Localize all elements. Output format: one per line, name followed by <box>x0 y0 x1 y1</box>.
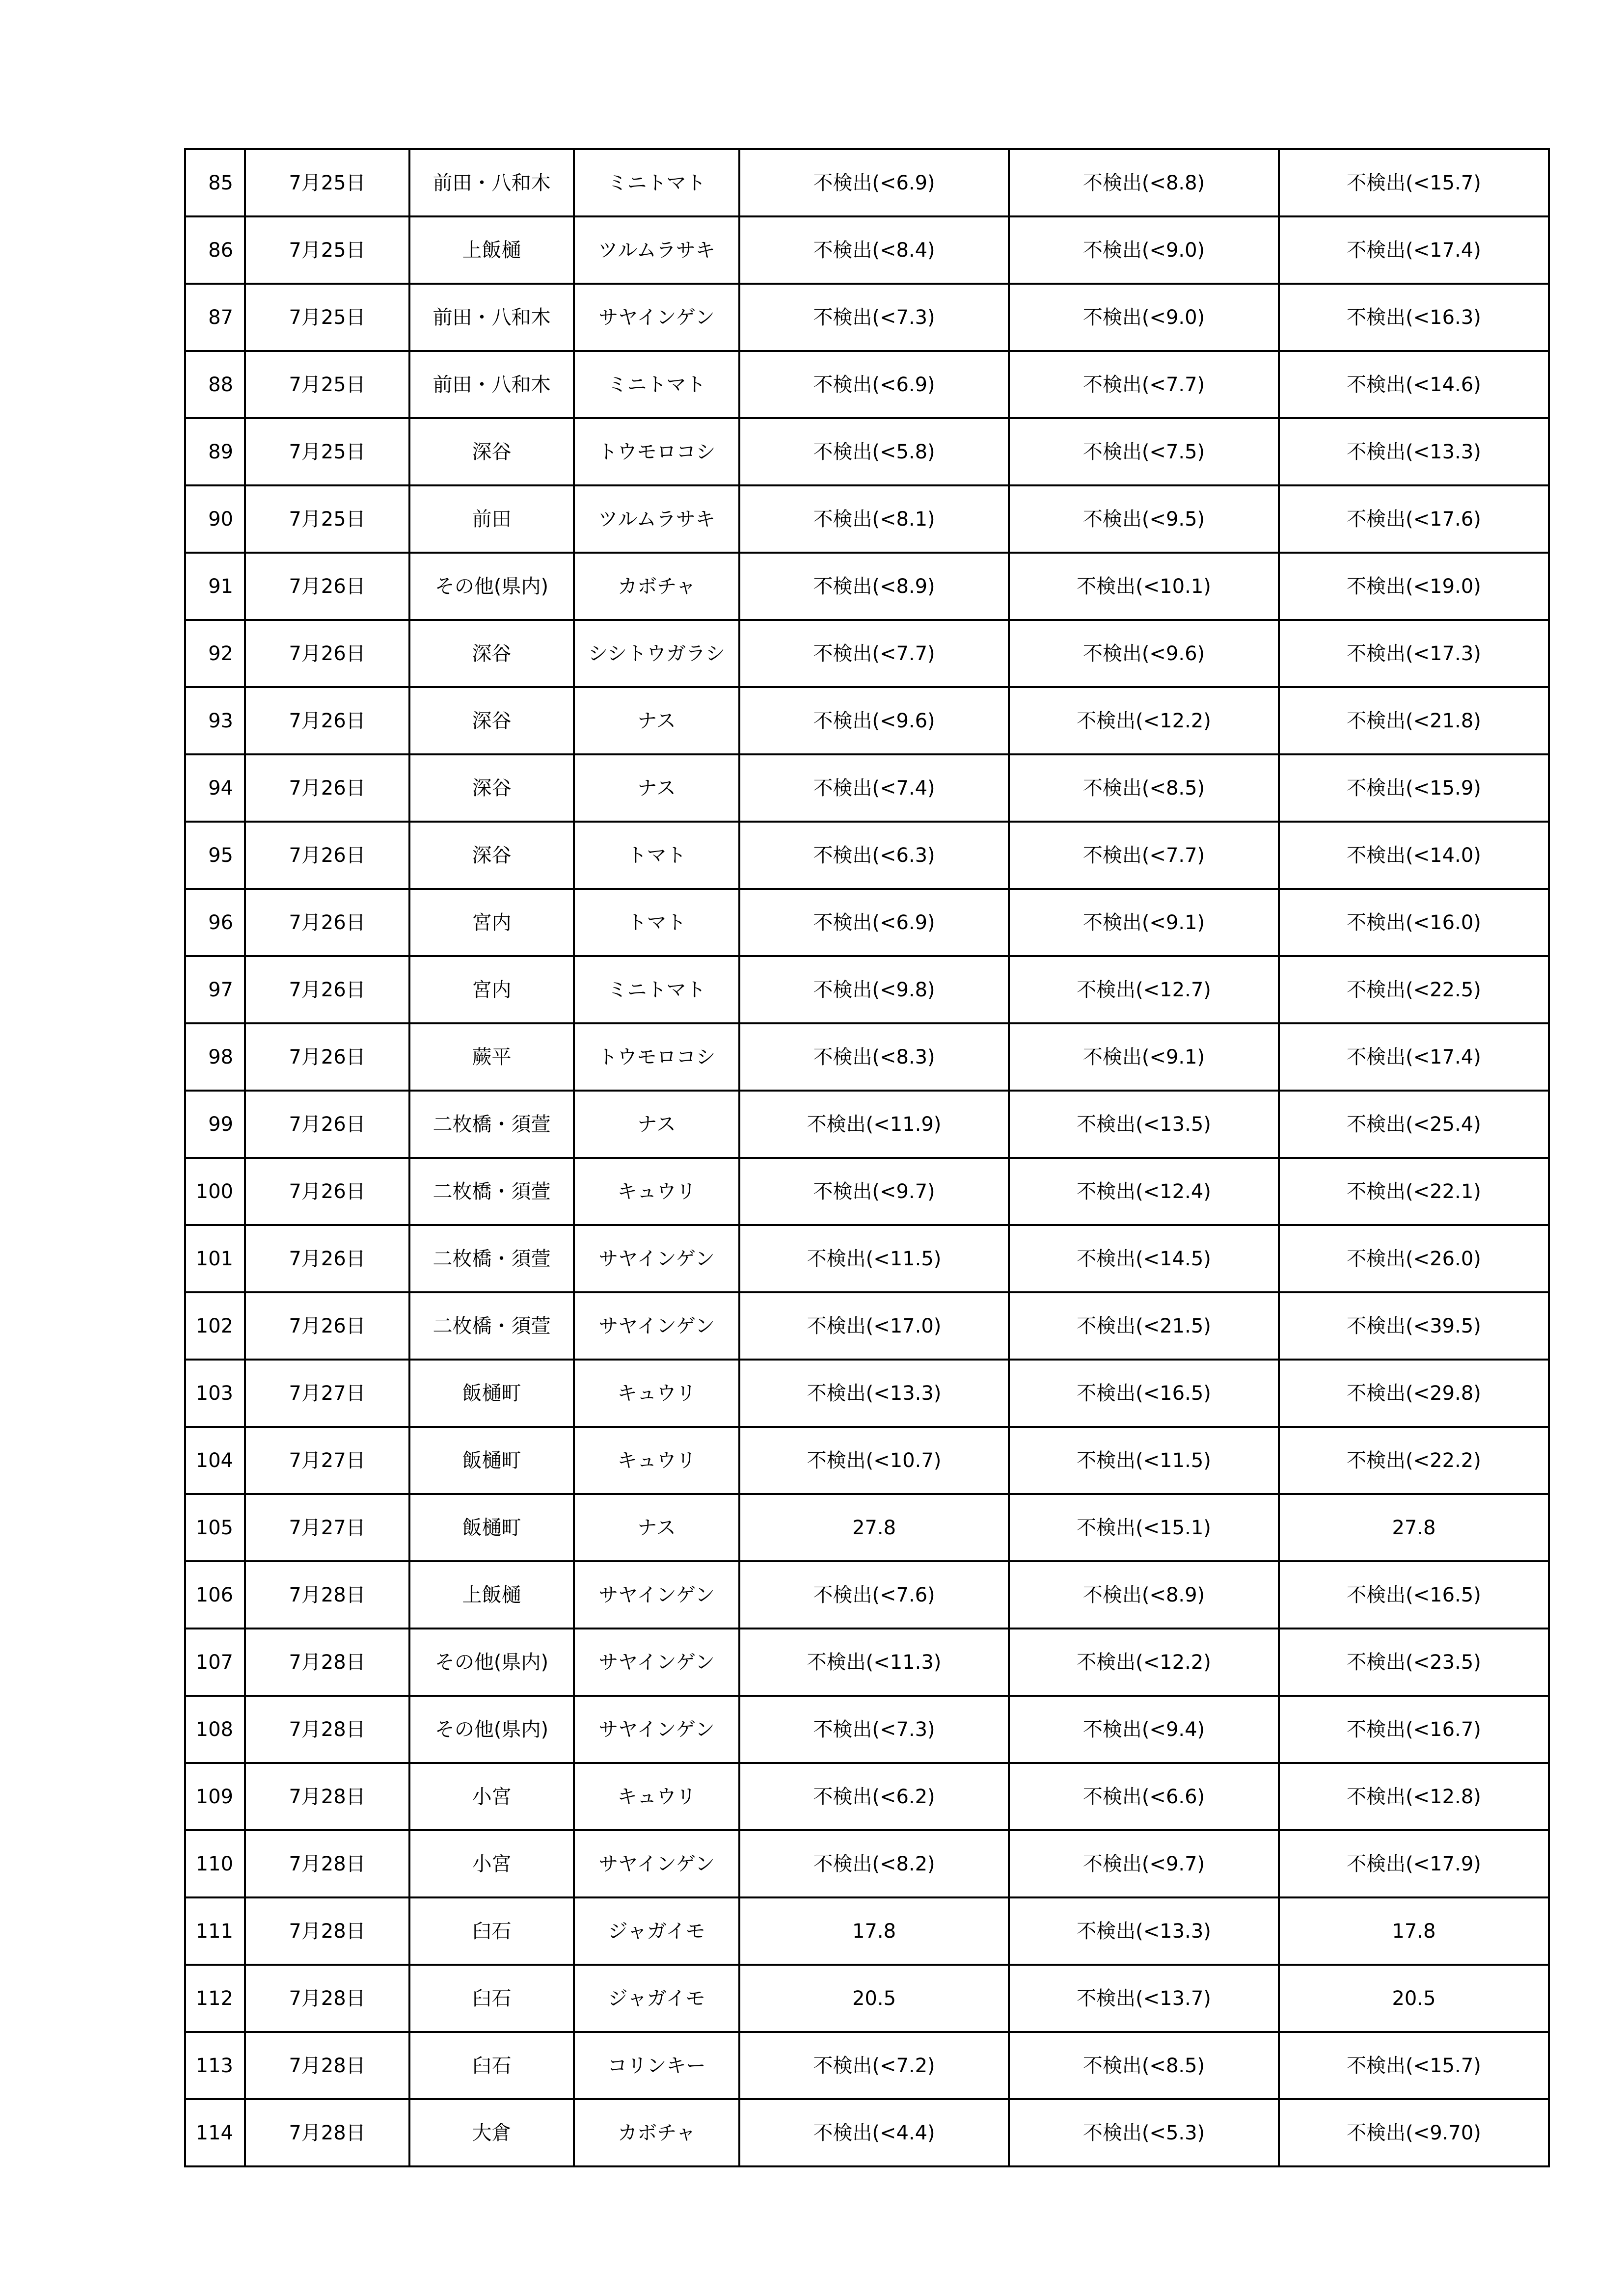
results-table-body <box>185 149 1549 2166</box>
cell-value-2: 不検出(<9.0) <box>1009 284 1279 351</box>
cell-item: ジャガイモ <box>574 1965 739 2032</box>
cell-area: 深谷 <box>409 754 574 822</box>
cell-value-3: 17.8 <box>1279 1897 1549 1965</box>
cell-value-2: 不検出(<13.3) <box>1009 1897 1279 1965</box>
cell-date: 7月25日 <box>245 284 409 351</box>
cell-sample-number: 109 <box>185 1763 245 1830</box>
table-row <box>185 485 1549 553</box>
cell-item: ジャガイモ <box>574 1897 739 1965</box>
cell-value-1: 不検出(<11.9) <box>739 1091 1009 1158</box>
cell-date: 7月28日 <box>245 1696 409 1763</box>
cell-value-1: 不検出(<8.3) <box>739 1023 1009 1091</box>
cell-value-2: 不検出(<9.0) <box>1009 216 1279 284</box>
cell-value-2: 不検出(<8.9) <box>1009 1561 1279 1629</box>
table-row <box>185 822 1549 889</box>
cell-date: 7月27日 <box>245 1427 409 1494</box>
cell-date: 7月28日 <box>245 1629 409 1696</box>
cell-sample-number: 108 <box>185 1696 245 1763</box>
cell-item: サヤインゲン <box>574 1561 739 1629</box>
cell-value-1: 不検出(<10.7) <box>739 1427 1009 1494</box>
cell-date: 7月26日 <box>245 553 409 620</box>
cell-item: ツルムラサキ <box>574 216 739 284</box>
cell-sample-number: 89 <box>185 418 245 485</box>
cell-date: 7月27日 <box>245 1494 409 1561</box>
cell-value-1: 不検出(<6.3) <box>739 822 1009 889</box>
cell-date: 7月26日 <box>245 1225 409 1292</box>
table-row <box>185 1292 1549 1360</box>
cell-sample-number: 94 <box>185 754 245 822</box>
cell-value-1: 不検出(<8.4) <box>739 216 1009 284</box>
table-row <box>185 1360 1549 1427</box>
cell-value-3: 不検出(<13.3) <box>1279 418 1549 485</box>
cell-date: 7月26日 <box>245 687 409 754</box>
cell-sample-number: 102 <box>185 1292 245 1360</box>
table-row <box>185 1830 1549 1897</box>
cell-item: カボチャ <box>574 2099 739 2166</box>
cell-area: 臼石 <box>409 1965 574 2032</box>
cell-value-2: 不検出(<9.1) <box>1009 1023 1279 1091</box>
results-table <box>184 148 1550 2167</box>
cell-value-2: 不検出(<8.5) <box>1009 754 1279 822</box>
table-row <box>185 1561 1549 1629</box>
cell-sample-number: 104 <box>185 1427 245 1494</box>
cell-item: キュウリ <box>574 1360 739 1427</box>
cell-date: 7月26日 <box>245 620 409 687</box>
cell-item: カボチャ <box>574 553 739 620</box>
table-row <box>185 1696 1549 1763</box>
cell-value-3: 不検出(<26.0) <box>1279 1225 1549 1292</box>
cell-value-2: 不検出(<12.7) <box>1009 956 1279 1023</box>
cell-value-3: 不検出(<16.7) <box>1279 1696 1549 1763</box>
cell-value-1: 不検出(<7.7) <box>739 620 1009 687</box>
cell-item: キュウリ <box>574 1763 739 1830</box>
cell-value-3: 不検出(<15.7) <box>1279 2032 1549 2099</box>
cell-value-3: 不検出(<39.5) <box>1279 1292 1549 1360</box>
table-row <box>185 1965 1549 2032</box>
cell-item: サヤインゲン <box>574 1292 739 1360</box>
cell-value-3: 不検出(<16.5) <box>1279 1561 1549 1629</box>
cell-date: 7月28日 <box>245 2032 409 2099</box>
cell-value-1: 不検出(<9.7) <box>739 1158 1009 1225</box>
cell-value-1: 不検出(<7.3) <box>739 284 1009 351</box>
cell-item: サヤインゲン <box>574 284 739 351</box>
cell-value-3: 不検出(<9.70) <box>1279 2099 1549 2166</box>
cell-value-1: 27.8 <box>739 1494 1009 1561</box>
cell-date: 7月25日 <box>245 418 409 485</box>
cell-date: 7月26日 <box>245 1292 409 1360</box>
cell-date: 7月25日 <box>245 149 409 216</box>
cell-item: トウモロコシ <box>574 418 739 485</box>
cell-value-3: 不検出(<17.6) <box>1279 485 1549 553</box>
cell-item: サヤインゲン <box>574 1696 739 1763</box>
cell-date: 7月28日 <box>245 2099 409 2166</box>
cell-item: トマト <box>574 822 739 889</box>
table-row <box>185 889 1549 956</box>
cell-date: 7月26日 <box>245 754 409 822</box>
cell-date: 7月25日 <box>245 351 409 418</box>
cell-sample-number: 110 <box>185 1830 245 1897</box>
cell-area: 上飯樋 <box>409 216 574 284</box>
cell-sample-number: 101 <box>185 1225 245 1292</box>
cell-value-2: 不検出(<7.7) <box>1009 822 1279 889</box>
cell-sample-number: 92 <box>185 620 245 687</box>
cell-value-3: 不検出(<15.9) <box>1279 754 1549 822</box>
cell-value-3: 不検出(<23.5) <box>1279 1629 1549 1696</box>
table-row <box>185 1225 1549 1292</box>
cell-item: ナス <box>574 1494 739 1561</box>
cell-area: 前田・八和木 <box>409 284 574 351</box>
cell-area: 小宮 <box>409 1763 574 1830</box>
cell-date: 7月26日 <box>245 1158 409 1225</box>
cell-value-3: 不検出(<21.8) <box>1279 687 1549 754</box>
table-row <box>185 2032 1549 2099</box>
cell-item: キュウリ <box>574 1158 739 1225</box>
table-row <box>185 1091 1549 1158</box>
cell-value-3: 不検出(<16.3) <box>1279 284 1549 351</box>
cell-area: 前田・八和木 <box>409 351 574 418</box>
cell-value-2: 不検出(<9.1) <box>1009 889 1279 956</box>
cell-value-3: 不検出(<22.1) <box>1279 1158 1549 1225</box>
table-row <box>185 149 1549 216</box>
table-row <box>185 956 1549 1023</box>
cell-value-1: 不検出(<5.8) <box>739 418 1009 485</box>
cell-value-1: 不検出(<11.5) <box>739 1225 1009 1292</box>
cell-area: 深谷 <box>409 418 574 485</box>
cell-value-3: 不検出(<17.3) <box>1279 620 1549 687</box>
cell-date: 7月28日 <box>245 1830 409 1897</box>
cell-item: ミニトマト <box>574 149 739 216</box>
cell-value-2: 不検出(<8.5) <box>1009 2032 1279 2099</box>
cell-area: 飯樋町 <box>409 1494 574 1561</box>
cell-item: コリンキー <box>574 2032 739 2099</box>
cell-sample-number: 100 <box>185 1158 245 1225</box>
cell-sample-number: 107 <box>185 1629 245 1696</box>
cell-value-2: 不検出(<12.2) <box>1009 687 1279 754</box>
table-row <box>185 1629 1549 1696</box>
cell-value-2: 不検出(<5.3) <box>1009 2099 1279 2166</box>
table-row <box>185 1427 1549 1494</box>
cell-value-2: 不検出(<14.5) <box>1009 1225 1279 1292</box>
table-row <box>185 620 1549 687</box>
cell-item: ナス <box>574 687 739 754</box>
table-row <box>185 1158 1549 1225</box>
cell-area: 二枚橋・須萱 <box>409 1158 574 1225</box>
cell-value-3: 不検出(<17.4) <box>1279 1023 1549 1091</box>
cell-sample-number: 87 <box>185 284 245 351</box>
table-row <box>185 1023 1549 1091</box>
cell-area: 蕨平 <box>409 1023 574 1091</box>
cell-sample-number: 106 <box>185 1561 245 1629</box>
cell-value-2: 不検出(<6.6) <box>1009 1763 1279 1830</box>
cell-sample-number: 88 <box>185 351 245 418</box>
cell-area: 飯樋町 <box>409 1427 574 1494</box>
cell-date: 7月25日 <box>245 216 409 284</box>
cell-area: 大倉 <box>409 2099 574 2166</box>
cell-value-2: 不検出(<12.4) <box>1009 1158 1279 1225</box>
table-row <box>185 553 1549 620</box>
cell-area: 二枚橋・須萱 <box>409 1292 574 1360</box>
cell-date: 7月25日 <box>245 485 409 553</box>
cell-sample-number: 90 <box>185 485 245 553</box>
cell-value-2: 不検出(<7.5) <box>1009 418 1279 485</box>
cell-date: 7月26日 <box>245 956 409 1023</box>
cell-item: ナス <box>574 1091 739 1158</box>
cell-sample-number: 86 <box>185 216 245 284</box>
cell-date: 7月28日 <box>245 1763 409 1830</box>
cell-value-1: 不検出(<17.0) <box>739 1292 1009 1360</box>
cell-sample-number: 98 <box>185 1023 245 1091</box>
cell-value-1: 不検出(<7.3) <box>739 1696 1009 1763</box>
cell-value-1: 不検出(<8.9) <box>739 553 1009 620</box>
cell-area: 飯樋町 <box>409 1360 574 1427</box>
cell-area: その他(県内) <box>409 1629 574 1696</box>
cell-area: 上飯樋 <box>409 1561 574 1629</box>
cell-area: 前田 <box>409 485 574 553</box>
table-row <box>185 2099 1549 2166</box>
cell-value-2: 不検出(<12.2) <box>1009 1629 1279 1696</box>
cell-date: 7月26日 <box>245 1091 409 1158</box>
cell-value-3: 20.5 <box>1279 1965 1549 2032</box>
cell-sample-number: 95 <box>185 822 245 889</box>
table-row <box>185 418 1549 485</box>
cell-area: 小宮 <box>409 1830 574 1897</box>
cell-value-2: 不検出(<16.5) <box>1009 1360 1279 1427</box>
table-row <box>185 216 1549 284</box>
cell-sample-number: 114 <box>185 2099 245 2166</box>
cell-value-3: 不検出(<19.0) <box>1279 553 1549 620</box>
cell-value-1: 不検出(<9.8) <box>739 956 1009 1023</box>
cell-value-2: 不検出(<9.4) <box>1009 1696 1279 1763</box>
cell-area: その他(県内) <box>409 553 574 620</box>
cell-item: ミニトマト <box>574 351 739 418</box>
cell-value-1: 不検出(<6.9) <box>739 351 1009 418</box>
cell-value-3: 不検出(<22.2) <box>1279 1427 1549 1494</box>
cell-value-2: 不検出(<21.5) <box>1009 1292 1279 1360</box>
table-row <box>185 351 1549 418</box>
cell-value-2: 不検出(<7.7) <box>1009 351 1279 418</box>
cell-item: ナス <box>574 754 739 822</box>
cell-value-1: 不検出(<7.6) <box>739 1561 1009 1629</box>
cell-area: 二枚橋・須萱 <box>409 1091 574 1158</box>
table-row <box>185 1494 1549 1561</box>
cell-value-2: 不検出(<9.5) <box>1009 485 1279 553</box>
cell-value-3: 不検出(<17.4) <box>1279 216 1549 284</box>
cell-value-3: 不検出(<14.0) <box>1279 822 1549 889</box>
cell-value-2: 不検出(<10.1) <box>1009 553 1279 620</box>
cell-value-2: 不検出(<8.8) <box>1009 149 1279 216</box>
cell-date: 7月26日 <box>245 1023 409 1091</box>
cell-sample-number: 93 <box>185 687 245 754</box>
cell-date: 7月26日 <box>245 889 409 956</box>
cell-sample-number: 91 <box>185 553 245 620</box>
cell-value-3: 不検出(<17.9) <box>1279 1830 1549 1897</box>
cell-item: サヤインゲン <box>574 1629 739 1696</box>
cell-area: 臼石 <box>409 2032 574 2099</box>
table-row <box>185 284 1549 351</box>
cell-value-1: 不検出(<8.2) <box>739 1830 1009 1897</box>
table-row <box>185 687 1549 754</box>
table-row <box>185 754 1549 822</box>
cell-area: 臼石 <box>409 1897 574 1965</box>
cell-value-1: 不検出(<4.4) <box>739 2099 1009 2166</box>
cell-value-1: 不検出(<11.3) <box>739 1629 1009 1696</box>
cell-value-1: 不検出(<8.1) <box>739 485 1009 553</box>
cell-item: サヤインゲン <box>574 1225 739 1292</box>
cell-area: 深谷 <box>409 822 574 889</box>
cell-value-1: 不検出(<9.6) <box>739 687 1009 754</box>
cell-value-3: 不検出(<16.0) <box>1279 889 1549 956</box>
cell-value-1: 20.5 <box>739 1965 1009 2032</box>
cell-item: サヤインゲン <box>574 1830 739 1897</box>
cell-value-1: 不検出(<6.2) <box>739 1763 1009 1830</box>
cell-area: 前田・八和木 <box>409 149 574 216</box>
cell-value-1: 不検出(<6.9) <box>739 889 1009 956</box>
cell-sample-number: 85 <box>185 149 245 216</box>
cell-date: 7月28日 <box>245 1965 409 2032</box>
cell-sample-number: 99 <box>185 1091 245 1158</box>
cell-item: ツルムラサキ <box>574 485 739 553</box>
cell-sample-number: 105 <box>185 1494 245 1561</box>
cell-value-3: 不検出(<14.6) <box>1279 351 1549 418</box>
cell-sample-number: 111 <box>185 1897 245 1965</box>
cell-date: 7月26日 <box>245 822 409 889</box>
cell-item: ミニトマト <box>574 956 739 1023</box>
cell-date: 7月28日 <box>245 1561 409 1629</box>
cell-value-3: 不検出(<12.8) <box>1279 1763 1549 1830</box>
table-row <box>185 1763 1549 1830</box>
cell-value-2: 不検出(<11.5) <box>1009 1427 1279 1494</box>
cell-sample-number: 97 <box>185 956 245 1023</box>
cell-area: 二枚橋・須萱 <box>409 1225 574 1292</box>
table-row <box>185 1897 1549 1965</box>
cell-value-3: 不検出(<29.8) <box>1279 1360 1549 1427</box>
cell-date: 7月28日 <box>245 1897 409 1965</box>
cell-value-1: 17.8 <box>739 1897 1009 1965</box>
cell-value-2: 不検出(<9.7) <box>1009 1830 1279 1897</box>
cell-item: トマト <box>574 889 739 956</box>
cell-value-1: 不検出(<7.4) <box>739 754 1009 822</box>
cell-value-3: 不検出(<15.7) <box>1279 149 1549 216</box>
cell-value-3: 27.8 <box>1279 1494 1549 1561</box>
cell-sample-number: 96 <box>185 889 245 956</box>
cell-item: シシトウガラシ <box>574 620 739 687</box>
cell-sample-number: 113 <box>185 2032 245 2099</box>
cell-item: トウモロコシ <box>574 1023 739 1091</box>
cell-value-2: 不検出(<9.6) <box>1009 620 1279 687</box>
cell-value-2: 不検出(<15.1) <box>1009 1494 1279 1561</box>
cell-date: 7月27日 <box>245 1360 409 1427</box>
cell-area: 深谷 <box>409 687 574 754</box>
cell-value-1: 不検出(<7.2) <box>739 2032 1009 2099</box>
cell-value-2: 不検出(<13.7) <box>1009 1965 1279 2032</box>
cell-value-1: 不検出(<6.9) <box>739 149 1009 216</box>
cell-area: その他(県内) <box>409 1696 574 1763</box>
cell-value-3: 不検出(<25.4) <box>1279 1091 1549 1158</box>
cell-sample-number: 103 <box>185 1360 245 1427</box>
cell-value-3: 不検出(<22.5) <box>1279 956 1549 1023</box>
cell-item: キュウリ <box>574 1427 739 1494</box>
cell-value-1: 不検出(<13.3) <box>739 1360 1009 1427</box>
cell-value-2: 不検出(<13.5) <box>1009 1091 1279 1158</box>
cell-area: 宮内 <box>409 956 574 1023</box>
cell-area: 深谷 <box>409 620 574 687</box>
cell-area: 宮内 <box>409 889 574 956</box>
cell-sample-number: 112 <box>185 1965 245 2032</box>
